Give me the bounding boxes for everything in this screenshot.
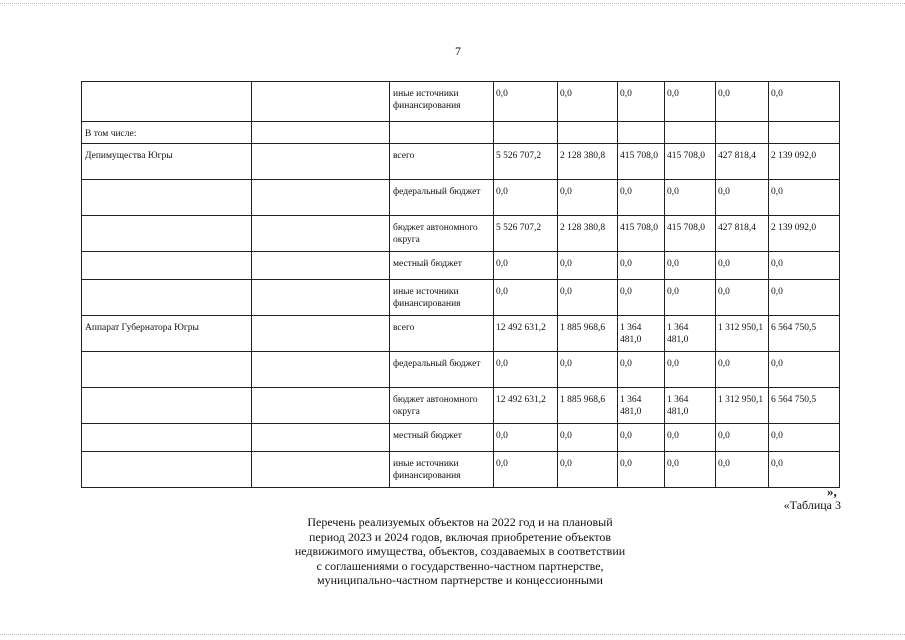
cell-amount: 1 885 968,6: [558, 316, 618, 352]
cell-administrator: [82, 216, 252, 252]
cell-amount: 427 818,4: [716, 144, 769, 180]
table-row: [82, 280, 840, 316]
cell-amount: 6 564 750,5: [769, 316, 840, 352]
table-body: [82, 82, 840, 488]
cell-amount: 0,0: [558, 424, 618, 452]
table-caption: [210, 515, 710, 588]
cell-amount: 0,0: [558, 180, 618, 216]
cell-amount: 0,0: [558, 252, 618, 280]
table-row: [82, 252, 840, 280]
cell-amount: 415 708,0: [665, 216, 716, 252]
cell-administrator: В том числе:: [82, 122, 252, 144]
cell-amount: 0,0: [665, 82, 716, 122]
cell-amount: 0,0: [618, 352, 665, 388]
cell-amount: 0,0: [558, 352, 618, 388]
cell-amount: 0,0: [769, 252, 840, 280]
cell-amount: 1 364 481,0: [665, 316, 716, 352]
cell-amount: 1 885 968,6: [558, 388, 618, 424]
cell-amount: 427 818,4: [716, 216, 769, 252]
cell-amount: 0,0: [769, 452, 840, 488]
cell-amount: 0,0: [618, 252, 665, 280]
cell-blank: [252, 424, 390, 452]
cell-amount: 0,0: [494, 82, 558, 122]
table-row: [82, 452, 840, 488]
cell-blank: [252, 452, 390, 488]
cell-blank: [252, 280, 390, 316]
cell-amount: 0,0: [665, 352, 716, 388]
cell-amount: 0,0: [494, 452, 558, 488]
cell-funding-source: местный бюджет: [390, 252, 494, 280]
cell-amount: 415 708,0: [618, 216, 665, 252]
cell-funding-source: иные источники финансирования: [390, 452, 494, 488]
cell-funding-source: бюджет автономного округа: [390, 388, 494, 424]
cell-funding-source: федеральный бюджет: [390, 180, 494, 216]
caption-line: период 2023 и 2024 годов, включая приобретение объектов: [308, 529, 612, 544]
cell-funding-source: иные источники финансирования: [390, 82, 494, 122]
cell-amount: 1 312 950,1: [716, 388, 769, 424]
cell-amount: 0,0: [716, 180, 769, 216]
cell-amount: 2 139 092,0: [769, 144, 840, 180]
caption-line: Перечень реализуемых объектов на 2022 год и на плановый: [307, 515, 613, 529]
cell-blank: [252, 388, 390, 424]
cell-funding-source: федеральный бюджет: [390, 352, 494, 388]
table-label: «Таблица 3: [783, 498, 841, 512]
cell-amount: 0,0: [769, 352, 840, 388]
cell-amount: [769, 122, 840, 144]
cell-funding-source: [390, 122, 494, 144]
cell-amount: 0,0: [618, 424, 665, 452]
cell-amount: 1 312 950,1: [716, 316, 769, 352]
cell-amount: 0,0: [558, 82, 618, 122]
cell-administrator: [82, 82, 252, 122]
cell-amount: 0,0: [769, 180, 840, 216]
table-row: [82, 316, 840, 352]
cell-amount: 0,0: [494, 424, 558, 452]
cell-amount: 0,0: [618, 180, 665, 216]
cell-amount: 0,0: [558, 452, 618, 488]
cell-amount: 0,0: [618, 452, 665, 488]
cell-amount: 2 128 380,8: [558, 144, 618, 180]
cell-amount: 0,0: [494, 280, 558, 316]
cell-administrator: [82, 424, 252, 452]
cell-amount: 2 128 380,8: [558, 216, 618, 252]
cell-amount: 5 526 707,2: [494, 216, 558, 252]
cell-amount: 0,0: [494, 352, 558, 388]
cell-amount: 0,0: [558, 280, 618, 316]
cell-amount: [618, 122, 665, 144]
scan-bottom-edge: [0, 634, 905, 635]
cell-amount: [558, 122, 618, 144]
cell-amount: 415 708,0: [665, 144, 716, 180]
page-number: 7: [455, 44, 461, 58]
cell-funding-source: местный бюджет: [390, 424, 494, 452]
cell-amount: [494, 122, 558, 144]
cell-administrator: Аппарат Губернатора Югры: [82, 316, 252, 352]
cell-blank: [252, 180, 390, 216]
cell-blank: [252, 252, 390, 280]
cell-blank: [252, 316, 390, 352]
cell-blank: [252, 122, 390, 144]
cell-administrator: [82, 180, 252, 216]
cell-administrator: [82, 352, 252, 388]
caption-line: недвижимого имущества, объектов, создаваемых в соответствии: [294, 544, 626, 558]
cell-administrator: [82, 280, 252, 316]
cell-amount: 1 364 481,0: [618, 388, 665, 424]
cell-amount: 0,0: [716, 424, 769, 452]
cell-amount: 5 526 707,2: [494, 144, 558, 180]
cell-amount: 0,0: [769, 82, 840, 122]
cell-amount: 0,0: [665, 424, 716, 452]
financing-table: [81, 81, 840, 488]
cell-funding-source: всего: [390, 316, 494, 352]
cell-blank: [252, 144, 390, 180]
cell-blank: [252, 216, 390, 252]
cell-administrator: [82, 452, 252, 488]
cell-amount: 0,0: [665, 180, 716, 216]
cell-blank: [252, 82, 390, 122]
caption-line: муниципально-частном партнерстве и концессионными: [317, 573, 603, 587]
cell-amount: 0,0: [494, 180, 558, 216]
cell-amount: 12 492 631,2: [494, 388, 558, 424]
cell-amount: 0,0: [618, 280, 665, 316]
cell-amount: 0,0: [716, 280, 769, 316]
cell-amount: 0,0: [665, 252, 716, 280]
table-row: [82, 424, 840, 452]
table-row: [82, 144, 840, 180]
table-row: [82, 352, 840, 388]
cell-funding-source: бюджет автономного округа: [390, 216, 494, 252]
table-row: [82, 216, 840, 252]
cell-amount: 0,0: [769, 280, 840, 316]
table-row: [82, 388, 840, 424]
cell-administrator: [82, 388, 252, 424]
cell-amount: 1 364 481,0: [618, 316, 665, 352]
cell-amount: 12 492 631,2: [494, 316, 558, 352]
table-row: [82, 122, 840, 144]
cell-amount: 0,0: [716, 452, 769, 488]
cell-funding-source: всего: [390, 144, 494, 180]
table-row: [82, 82, 840, 122]
cell-amount: 1 364 481,0: [665, 388, 716, 424]
cell-amount: [716, 122, 769, 144]
cell-amount: [665, 122, 716, 144]
cell-amount: 0,0: [618, 82, 665, 122]
scan-top-edge: [0, 3, 905, 4]
cell-blank: [252, 352, 390, 388]
cell-amount: 415 708,0: [618, 144, 665, 180]
cell-administrator: [82, 252, 252, 280]
cell-amount: 2 139 092,0: [769, 216, 840, 252]
cell-amount: 6 564 750,5: [769, 388, 840, 424]
cell-amount: 0,0: [769, 424, 840, 452]
cell-amount: 0,0: [494, 252, 558, 280]
table-row: [82, 180, 840, 216]
cell-amount: 0,0: [716, 352, 769, 388]
caption-line: с соглашениями о государственно-частном партнерстве,: [316, 558, 604, 573]
cell-amount: 0,0: [665, 452, 716, 488]
cell-amount: 0,0: [716, 252, 769, 280]
cell-amount: 0,0: [665, 280, 716, 316]
cell-administrator: Депимущества Югры: [82, 144, 252, 180]
cell-amount: 0,0: [716, 82, 769, 122]
cell-funding-source: иные источники финансирования: [390, 280, 494, 316]
closing-quote: »,: [827, 484, 837, 499]
